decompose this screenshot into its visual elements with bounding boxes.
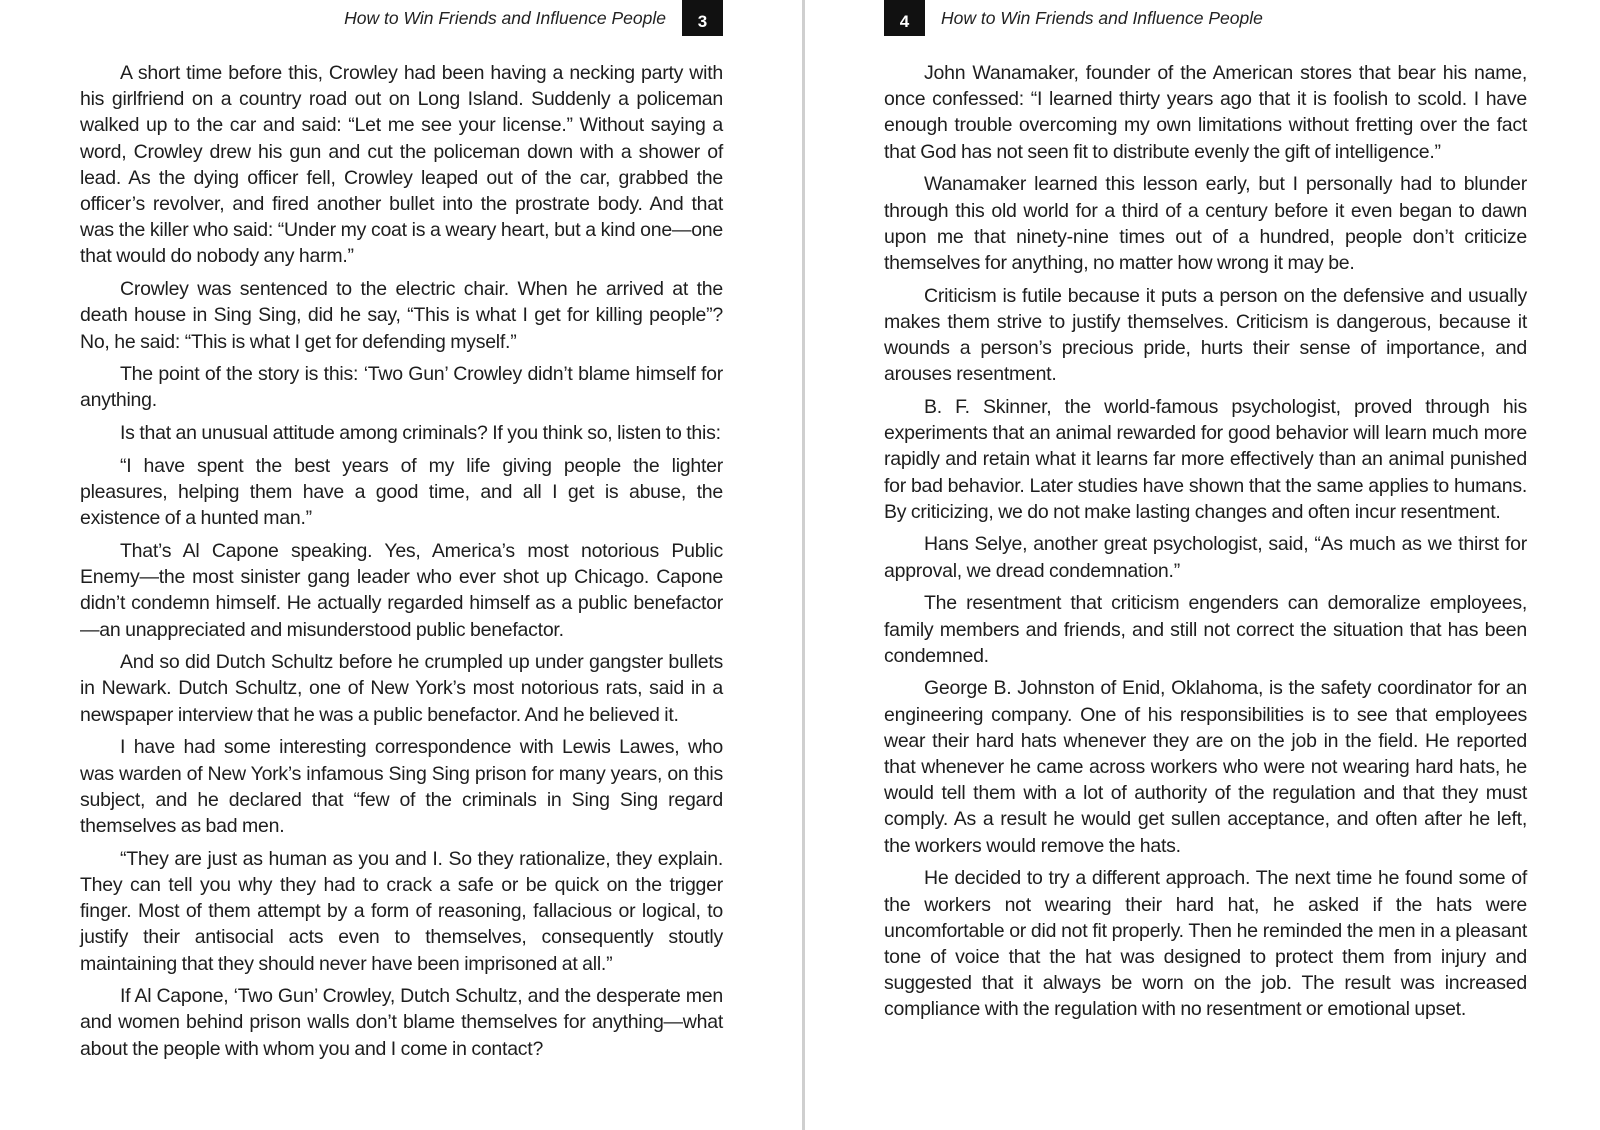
page-gutter [802,0,805,1130]
paragraph: Hans Selye, another great psychologist, said, “As much as we thirst for approval, we dread condemnation.” [884,533,1527,582]
right-page [884,0,1527,1130]
paragraph: I have had some interesting correspondence with Lewis Lawes, who was warden of New York’s infamous Sing Sing prison for many years, on this subject, and he declared that “few of the criminals in Sing Sing regard themselves as bad men. [80,736,723,837]
paragraph: John Wanamaker, founder of the American stores that bear his name, once confessed: “I learned thirty years ago that it is foolish to scold. I have enough trouble overcoming my own limitations without fretting over the fact that God has not seen fit to distribute evenly the gift of intelligence.” [884,62,1527,163]
running-head-title: How to Win Friends and Influence People [344,7,666,28]
paragraph: A short time before this, Crowley had been having a necking party with his girlfriend on a country road out on Long Island. Suddenly a policeman walked up to the car and said: “Let me see your license.” Without saying a word, Crowley drew his gun and cut the policeman down with a shower of lead. As the dying officer fell, Crowley leaped out of the car, grabbed the officer’s revolver, and fired another bullet into the prostrate body. And that was the killer who said: “Under my coat is a weary heart, but a kind one—one that would do nobody any harm.” [80,62,723,268]
paragraph: That’s Al Capone speaking. Yes, America’s most notorious Public Enemy—the most sinister gang leader who ever shot up Chicago. Capone didn’t condemn himself. He actually regarded himself as a public benefactor—an unappreciated and misunderstood public benefactor. [80,539,723,641]
paragraph: B. F. Skinner, the world-famous psychologist, proved through his experiments that an animal rewarded for good behavior will learn much more rapidly and retain what it learns far more effectively than an animal punished for bad behavior. Later studies have shown that the same applies to humans. By criticizing, we do not make lasting changes and often incur resentment. [884,395,1527,523]
paragraph: Is that an unusual attitude among criminals? If you think so, listen to this: [120,422,721,445]
running-head-title: How to Win Friends and Influence People [941,7,1263,28]
left-page-body [80,60,723,1068]
paragraph: “They are just as human as you and I. So they rationalize, they explain. They can tell you why they had to crack a safe or be quick on the trigger finger. Most of them attempt by a form of reasoning, fallacious or logical, to justify their antisocial acts even to themselves, consequently stoutly maintaining that they should never have been imprisoned at all.” [80,847,723,975]
paragraph: The point of the story is this: ‘Two Gun’ Crowley didn’t blame himself for anything. [80,363,723,412]
running-head-right [884,0,1263,36]
paragraph: The resentment that criticism engenders can demoralize employees, family members and friends, and still not correct the situation that has been condemned. [884,592,1527,667]
paragraph: Crowley was sentenced to the electric chair. When he arrived at the death house in Sing Sing, did he say, “This is what I get for killing people”? No, he said: “This is what I get for defending myself.” [80,278,723,353]
page-number-badge: 4 [884,0,925,36]
running-head-left [344,0,723,36]
paragraph: He decided to try a different approach. The next time he found some of the workers not wearing their hard hat, he asked if the hats were uncomfortable or did not fit properly. Then he reminded the men in a pleasant tone of voice that the hat was designed to protect them from injury and suggested that it always be worn on the job. The result was increased compliance with the regulation with no resentment or emotional upset. [884,867,1527,1021]
paragraph: George B. Johnston of Enid, Oklahoma, is the safety coordinator for an engineering company. One of his responsibilities is to see that employees wear their hard hats whenever they are on the job in the field. He reported that whenever he came across workers who were not wearing hard hats, he would tell them with a lot of authority of the regulation and that they must comply. As a result he would get sullen acceptance, and often after he left, the workers would remove the hats. [884,677,1527,857]
left-page [80,0,723,1130]
paragraph: Criticism is futile because it puts a person on the defensive and usually makes them strive to justify themselves. Criticism is dangerous, because it wounds a person’s precious pride, hurts their sense of importance, and arouses resentment. [884,284,1527,386]
paragraph: “I have spent the best years of my life giving people the lighter pleasures, helping them have a good time, and all I get is abuse, the existence of a hunted man.” [80,454,723,530]
paragraph: Wanamaker learned this lesson early, but I personally had to blunder through this old world for a third of a century before it even began to dawn upon me that ninety-nine times out of a hundred, people don’t criticize themselves for anything, no matter how wrong it may be. [884,173,1527,274]
paragraph: If Al Capone, ‘Two Gun’ Crowley, Dutch Schultz, and the desperate men and women behind prison walls don’t blame themselves for anything—what about the people with whom you and I come in contact? [80,985,723,1060]
right-page-body [884,60,1527,1029]
page-number-badge: 3 [682,0,723,36]
paragraph: And so did Dutch Schultz before he crumpled up under gangster bullets in Newark. Dutch Schultz, one of New York’s most notorious rats, said in a newspaper interview that he was a public benefactor. And he believed it. [80,651,723,726]
